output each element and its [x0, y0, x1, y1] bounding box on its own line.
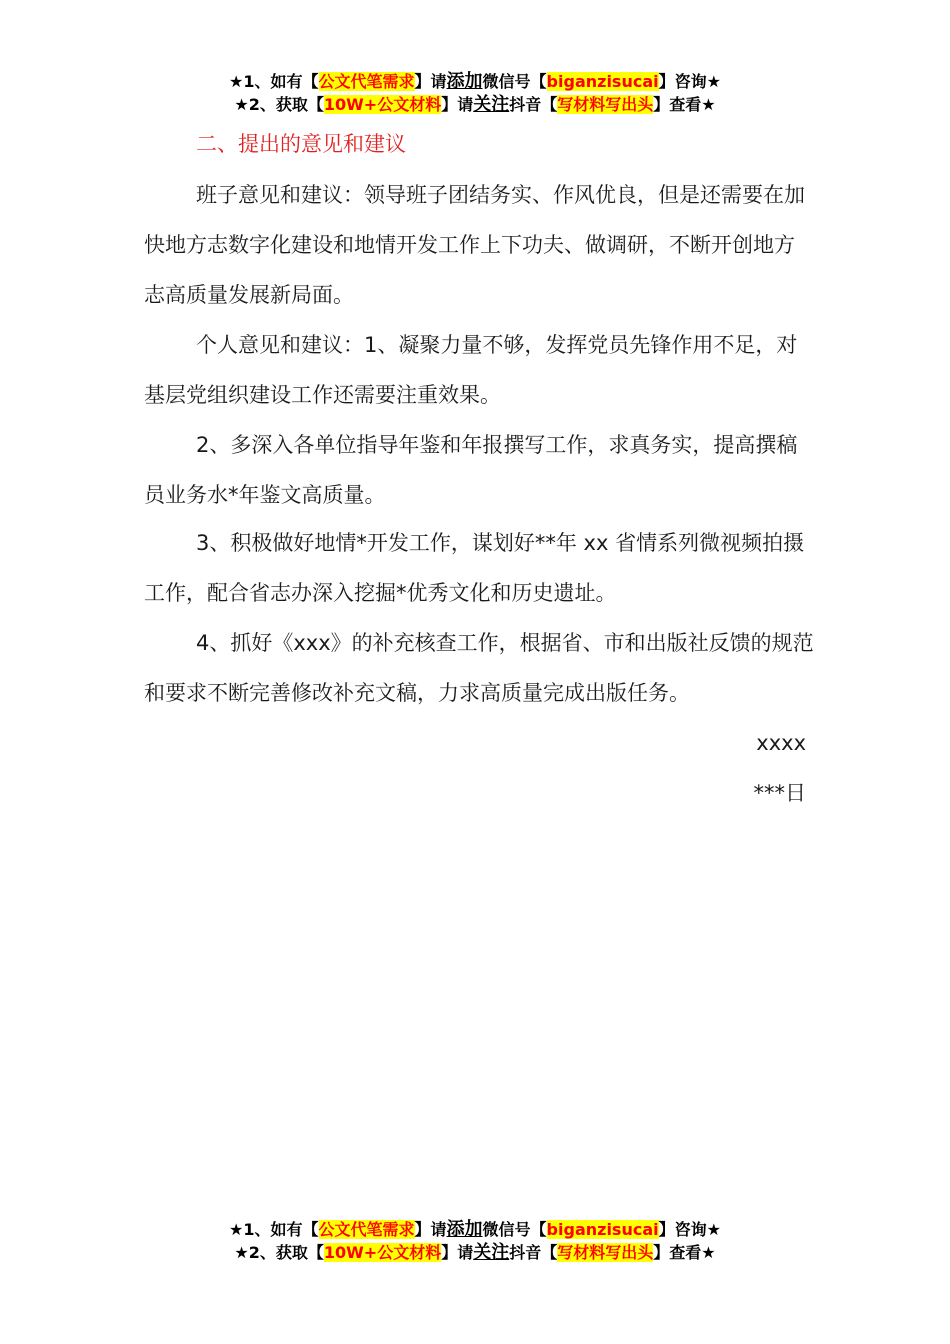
- banner-text: 】咨询★: [658, 1220, 721, 1239]
- banner-text: ★2、获取【: [234, 95, 324, 114]
- banner-highlight: 公文代笔需求: [318, 72, 415, 91]
- banner-text: 抖音【: [509, 95, 558, 114]
- banner-highlight: 写材料写出头: [557, 1243, 654, 1262]
- banner-emphasis: 添加: [446, 1219, 483, 1240]
- header-banner: [0, 70, 950, 116]
- banner-highlight: 写材料写出头: [557, 95, 654, 114]
- banner-line-2: [0, 93, 950, 116]
- banner-highlight: biganzisucai: [546, 72, 659, 91]
- banner-text: ★1、如有【: [229, 1220, 319, 1239]
- banner-highlight: biganzisucai: [546, 1220, 659, 1239]
- banner-text: 】请: [414, 72, 447, 91]
- banner-text: 】请: [441, 95, 474, 114]
- banner-highlight: 10W+公文材料: [323, 1243, 442, 1262]
- paragraph: 3、积极做好地情*开发工作，谋划好**年 xx 省情系列微视频拍摄工作，配合省志办深入挖掘*优秀文化和历史遗址。: [144, 531, 805, 605]
- banner-text: 微信号【: [482, 72, 547, 91]
- banner-text: 微信号【: [482, 1220, 547, 1239]
- banner-emphasis: 关注: [473, 1242, 510, 1263]
- banner-text: 】请: [441, 1243, 474, 1262]
- section-heading: 二、提出的意见和建议: [196, 132, 406, 156]
- footer-banner: [0, 1218, 950, 1264]
- paragraph: 2、多深入各单位指导年鉴和年报撰写工作，求真务实，提高撰稿员业务水*年鉴文高质量。: [144, 433, 798, 507]
- signature-date: ***日: [753, 781, 806, 805]
- signature-name: xxxx: [756, 731, 806, 755]
- banner-text: 】查看★: [653, 1243, 716, 1262]
- paragraph: 班子意见和建议：领导班子团结务实、作风优良，但是还需要在加快地方志数字化建设和地情开发工作上下功夫、做调研，不断开创地方志高质量发展新局面。: [144, 183, 805, 307]
- banner-emphasis: 添加: [446, 71, 483, 92]
- banner-line-1: [0, 70, 950, 93]
- banner-text: ★1、如有【: [229, 72, 319, 91]
- banner-text: 抖音【: [509, 1243, 558, 1262]
- paragraph: 个人意见和建议：1、凝聚力量不够，发挥党员先锋作用不足，对基层党组织建设工作还需要注重效果。: [144, 333, 798, 407]
- banner-text: 】查看★: [653, 95, 716, 114]
- paragraph: 4、抓好《xxx》的补充核查工作，根据省、市和出版社反馈的规范和要求不断完善修改补充文稿，力求高质量完成出版任务。: [144, 631, 814, 705]
- banner-text: 】请: [414, 1220, 447, 1239]
- banner-text: 】咨询★: [658, 72, 721, 91]
- banner-line-2: [0, 1241, 950, 1264]
- banner-text: ★2、获取【: [234, 1243, 324, 1262]
- banner-highlight: 公文代笔需求: [318, 1220, 415, 1239]
- banner-highlight: 10W+公文材料: [323, 95, 442, 114]
- banner-line-1: [0, 1218, 950, 1241]
- banner-emphasis: 关注: [473, 94, 510, 115]
